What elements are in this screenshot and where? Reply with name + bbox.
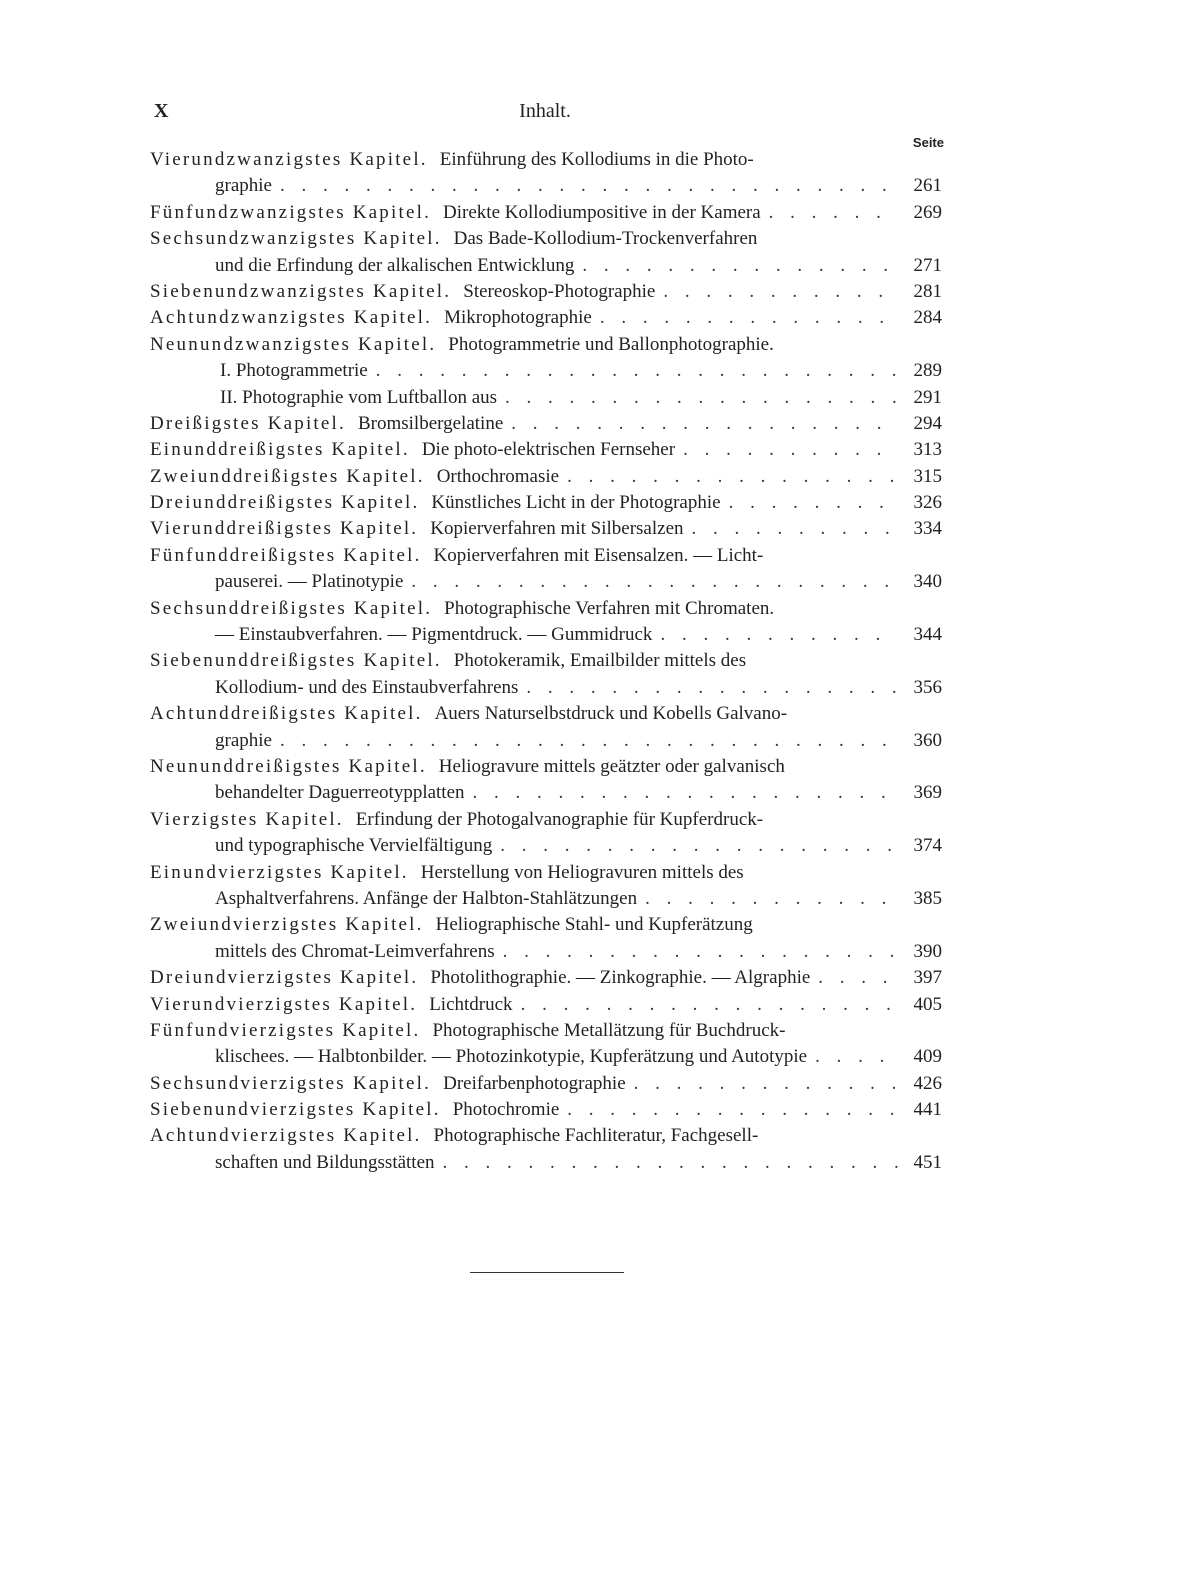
page-number: 405: [913, 993, 942, 1015]
leader-dots: [511, 411, 898, 437]
chapter-label: Achtundvierzigstes Kapitel.: [150, 1125, 422, 1147]
leader-dots: [815, 1044, 898, 1070]
leader-dots: [663, 279, 898, 305]
chapter-label: Sechsunddreißigstes Kapitel.: [150, 597, 433, 619]
chapter-title: Photographische Metallätzung für Buchdruck-: [432, 1019, 786, 1041]
toc-line: [150, 965, 942, 991]
leader-dots: [473, 780, 898, 806]
toc-line: [150, 385, 942, 411]
leader-dots: [280, 173, 898, 199]
toc-entry: [150, 358, 942, 384]
toc-line: [150, 147, 942, 173]
toc-entry: [150, 147, 942, 200]
chapter-title: Künstliches Licht in der Photographie: [431, 492, 721, 514]
page-number: 451: [913, 1151, 942, 1173]
chapter-title: I. Photogrammetrie: [220, 360, 368, 382]
chapter-title: Herstellung von Heliogravuren mittels des: [420, 861, 744, 883]
chapter-title: — Einstaubverfahren. — Pigmentdruck. — Gummidruck: [215, 624, 653, 646]
toc-line: [150, 648, 942, 674]
leader-dots: [729, 490, 898, 516]
chapter-title: Orthochromasie: [436, 465, 560, 487]
chapter-label: Sechsundvierzigstes Kapitel.: [150, 1072, 432, 1094]
chapter-title: Das Bade-Kollodium-Trockenverfahren: [453, 228, 758, 250]
chapter-label: Fünfundvierzigstes Kapitel.: [150, 1019, 421, 1041]
chapter-label: Neununddreißigstes Kapitel.: [150, 755, 427, 777]
chapter-title: Heliographische Stahl- und Kupferätzung: [435, 914, 753, 936]
chapter-title: schaften und Bildungsstätten: [215, 1151, 435, 1173]
chapter-title: klischees. — Halbtonbilder. — Photozinkotypie, Kupferätzung und Autotypie: [215, 1046, 808, 1068]
leader-dots: [526, 675, 898, 701]
toc-entry: [150, 305, 942, 331]
chapter-title: Heliogravure mittels geätzter oder galvanisch: [438, 755, 785, 777]
leader-dots: [443, 1150, 898, 1176]
toc-line: [150, 701, 942, 727]
table-of-contents: [150, 147, 942, 1176]
toc-entry: [150, 411, 942, 437]
toc-entry: [150, 701, 942, 754]
toc-line: [150, 1071, 942, 1097]
toc-line: [150, 411, 942, 437]
toc-entry: [150, 437, 942, 463]
leader-dots: [503, 939, 898, 965]
toc-entry: [150, 965, 942, 991]
toc-entry: [150, 1123, 942, 1176]
toc-line: [150, 490, 942, 516]
chapter-label: Siebenundzwanzigstes Kapitel.: [150, 280, 452, 302]
leader-dots: [683, 437, 898, 463]
chapter-title: Photochromie: [452, 1099, 560, 1121]
page-number: 426: [913, 1072, 942, 1094]
chapter-label: Fünfunddreißigstes Kapitel.: [150, 544, 422, 566]
toc-entry: [150, 648, 942, 701]
chapter-label: Siebenunddreißigstes Kapitel.: [150, 650, 442, 672]
chapter-label: Siebenundvierzigstes Kapitel.: [150, 1099, 441, 1121]
chapter-label: Vierunddreißigstes Kapitel.: [150, 518, 419, 540]
chapter-title: Lichtdruck: [429, 993, 513, 1015]
chapter-label: Vierundzwanzigstes Kapitel.: [150, 149, 428, 170]
chapter-title: graphie: [215, 175, 272, 197]
chapter-title: Stereoskop-Photographie: [463, 280, 656, 302]
chapter-title: Mikrophotographie: [444, 307, 592, 329]
chapter-label: Einundvierzigstes Kapitel.: [150, 861, 409, 883]
leader-dots: [376, 358, 898, 384]
chapter-label: Einunddreißigstes Kapitel.: [150, 439, 410, 461]
toc-line: [150, 305, 942, 331]
chapter-title: behandelter Daguerreotypplatten: [215, 782, 465, 804]
toc-entry: [150, 385, 942, 411]
toc-line: [150, 833, 942, 859]
seite-label: Seite: [912, 135, 944, 150]
toc-entry: [150, 226, 942, 279]
page-number: 397: [913, 967, 942, 989]
toc-line: [150, 253, 942, 279]
chapter-label: Vierzigstes Kapitel.: [150, 808, 344, 830]
toc-line: [150, 569, 942, 595]
chapter-title: Photographische Verfahren mit Chromaten.: [444, 597, 775, 619]
chapter-title: Kopierverfahren mit Eisensalzen. — Licht-: [433, 544, 764, 566]
toc-line: [150, 1123, 942, 1149]
page-folio: X: [154, 100, 169, 122]
toc-entry: [150, 912, 942, 965]
toc-line: [150, 728, 942, 754]
closing-rule: [470, 1272, 624, 1273]
toc-line: [150, 1018, 942, 1044]
toc-entry: [150, 490, 942, 516]
page-number: 344: [913, 624, 942, 646]
chapter-title: Photolithographie. — Zinkographie. — Algraphie: [430, 967, 811, 989]
chapter-title: Kollodium- und des Einstaubverfahrens: [215, 676, 519, 698]
toc-entry: [150, 807, 942, 860]
leader-dots: [692, 516, 899, 542]
chapter-label: Vierundvierzigstes Kapitel.: [150, 993, 418, 1015]
chapter-title: Photographische Fachliteratur, Fachgesell-: [433, 1125, 759, 1147]
page-number: 326: [913, 492, 942, 514]
leader-dots: [645, 886, 898, 912]
chapter-title: Auers Naturselbstdruck und Kobells Galvano-: [434, 703, 788, 725]
leader-dots: [769, 200, 898, 226]
toc-line: [150, 807, 942, 833]
leader-dots: [567, 1097, 898, 1123]
toc-line: [150, 516, 942, 542]
toc-entry: [150, 596, 942, 649]
page-number: 369: [913, 782, 942, 804]
page-number: 409: [913, 1046, 942, 1068]
toc-line: [150, 780, 942, 806]
chapter-title: Dreifarbenphotographie: [443, 1072, 626, 1094]
toc-entry: [150, 754, 942, 807]
leader-dots: [505, 385, 898, 411]
chapter-label: Zweiunddreißigstes Kapitel.: [150, 465, 425, 487]
page-number: 271: [913, 254, 942, 276]
toc-entry: [150, 279, 942, 305]
chapter-title: II. Photographie vom Luftballon aus: [220, 386, 498, 408]
leader-dots: [500, 833, 898, 859]
page-number: 269: [913, 201, 942, 223]
chapter-label: Dreiunddreißigstes Kapitel.: [150, 492, 420, 514]
page-header: [150, 100, 940, 130]
page-number: 356: [913, 676, 942, 698]
chapter-title: und typographische Vervielfältigung: [215, 835, 493, 857]
toc-line: [150, 1150, 942, 1176]
page-number: 374: [913, 835, 942, 857]
chapter-label: Sechsundzwanzigstes Kapitel.: [150, 228, 442, 250]
chapter-title: Bromsilbergelatine: [357, 412, 504, 434]
chapter-title: mittels des Chromat-Leimverfahrens: [215, 940, 495, 962]
page-number: 390: [913, 940, 942, 962]
toc-line: [150, 464, 942, 490]
chapter-title: pauserei. — Platinotypie: [215, 571, 404, 593]
leader-dots: [818, 965, 898, 991]
page-number: 281: [913, 280, 942, 302]
chapter-label: Achtundzwanzigstes Kapitel.: [150, 307, 433, 329]
page-number: 289: [913, 360, 942, 382]
leader-dots: [660, 622, 898, 648]
toc-entry: [150, 464, 942, 490]
chapter-title: Einführung des Kollodiums in die Photo-: [439, 149, 754, 170]
chapter-label: Fünfundzwanzigstes Kapitel.: [150, 201, 432, 223]
leader-dots: [521, 992, 898, 1018]
chapter-title: graphie: [215, 729, 272, 751]
leader-dots: [411, 569, 898, 595]
toc-line: [150, 939, 942, 965]
toc-line: [150, 226, 942, 252]
chapter-title: Die photo-elektrischen Fernseher: [421, 439, 676, 461]
toc-line: [150, 543, 942, 569]
leader-dots: [582, 253, 898, 279]
toc-entry: [150, 332, 942, 358]
page-number: 360: [913, 729, 942, 751]
leader-dots: [567, 464, 898, 490]
toc-line: [150, 675, 942, 701]
toc-entry: [150, 1071, 942, 1097]
page-number: 441: [913, 1099, 942, 1121]
toc-entry: [150, 200, 942, 226]
toc-line: [150, 437, 942, 463]
chapter-title: Photokeramik, Emailbilder mittels des: [453, 650, 747, 672]
toc-line: [150, 279, 942, 305]
toc-line: [150, 358, 942, 384]
toc-line: [150, 1097, 942, 1123]
chapter-label: Neunundzwanzigstes Kapitel.: [150, 333, 437, 355]
toc-line: [150, 754, 942, 780]
page-number: 291: [913, 386, 942, 408]
page-number: 340: [913, 571, 942, 593]
chapter-label: Achtunddreißigstes Kapitel.: [150, 703, 423, 725]
chapter-title: Direkte Kollodiumpositive in der Kamera: [443, 201, 761, 223]
page-number: 315: [913, 465, 942, 487]
toc-line: [150, 912, 942, 938]
page-number: 385: [913, 887, 942, 909]
toc-entry: [150, 992, 942, 1018]
toc-line: [150, 860, 942, 886]
toc-entry: [150, 1018, 942, 1071]
toc-entry: [150, 543, 942, 596]
toc-line: [150, 992, 942, 1018]
toc-entry: [150, 516, 942, 542]
leader-dots: [634, 1071, 898, 1097]
chapter-title: Erfindung der Photogalvanographie für Kupferdruck-: [355, 808, 764, 830]
toc-line: [150, 622, 942, 648]
toc-line: [150, 200, 942, 226]
toc-line: [150, 1044, 942, 1070]
page-number: 261: [913, 175, 942, 197]
chapter-title: und die Erfindung der alkalischen Entwicklung: [215, 254, 575, 276]
chapter-label: Dreißigstes Kapitel.: [150, 412, 346, 434]
page-number: 294: [913, 412, 942, 434]
chapter-label: Zweiundvierzigstes Kapitel.: [150, 914, 424, 936]
toc-entry: [150, 1097, 942, 1123]
page-number: 313: [913, 439, 942, 461]
chapter-title: Asphaltverfahrens. Anfänge der Halbton-Stahlätzungen: [215, 887, 638, 909]
page-number: 284: [913, 307, 942, 329]
toc-line: [150, 173, 942, 199]
page-number: 334: [913, 518, 942, 540]
toc-line: [150, 886, 942, 912]
leader-dots: [600, 305, 898, 331]
chapter-title: Kopierverfahren mit Silbersalzen: [430, 518, 684, 540]
toc-line: [150, 596, 942, 622]
running-title: Inhalt.: [519, 100, 571, 122]
toc-entry: [150, 860, 942, 913]
chapter-label: Dreiundvierzigstes Kapitel.: [150, 967, 419, 989]
toc-line: [150, 332, 942, 358]
chapter-title: Photogrammetrie und Ballonphotographie.: [448, 333, 774, 355]
leader-dots: [280, 728, 898, 754]
